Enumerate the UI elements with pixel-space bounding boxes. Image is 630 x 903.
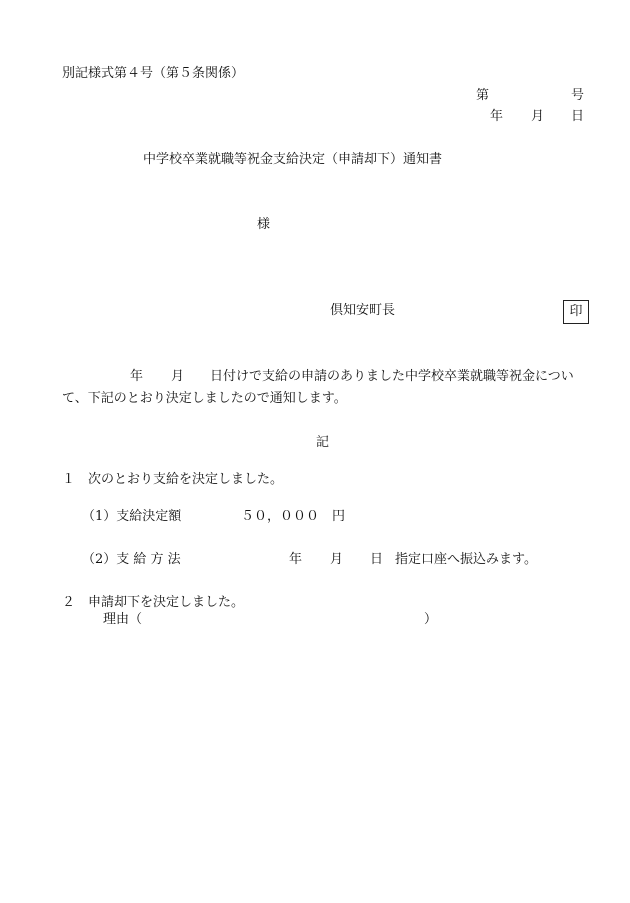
item1-heading: １ 次のとおり支給を決定しました。 bbox=[62, 472, 284, 487]
seal-box bbox=[563, 300, 589, 324]
reason-close: ） bbox=[424, 612, 438, 627]
issuer-name: 倶知安町長 bbox=[330, 303, 396, 318]
amount-label: （1）支給決定額 bbox=[82, 509, 182, 524]
doc-number-suffix: 号 bbox=[571, 88, 585, 103]
seal-label: 印 bbox=[569, 304, 583, 319]
doc-number-prefix: 第 bbox=[476, 88, 490, 103]
date-day: 日 bbox=[571, 109, 585, 124]
method-text: 指定口座へ振込みます。 bbox=[395, 552, 537, 567]
method-year: 年 bbox=[289, 552, 303, 567]
item2-heading: ２ 申請却下を決定しました。 bbox=[62, 595, 245, 610]
body-year: 年 bbox=[130, 369, 144, 384]
ki-heading: 記 bbox=[316, 435, 330, 450]
document-title: 中学校卒業就職等祝金支給決定（申請却下）通知書 bbox=[143, 152, 443, 167]
body-line2: て、下記のとおり決定しましたので通知します。 bbox=[62, 391, 347, 406]
amount-value: ５０，０００ 円 bbox=[241, 509, 346, 524]
date-year: 年 bbox=[490, 109, 504, 124]
method-month: 月 bbox=[330, 552, 344, 567]
reason-label: 理由（ bbox=[103, 612, 143, 627]
method-day: 日 bbox=[370, 552, 384, 567]
body-line1: 日付けで支給の申請のありました中学校卒業就職等祝金につい bbox=[210, 369, 574, 384]
date-month: 月 bbox=[531, 109, 545, 124]
body-month: 月 bbox=[171, 369, 185, 384]
method-label: （2）支 給 方 法 bbox=[82, 552, 181, 567]
recipient-suffix: 様 bbox=[257, 217, 271, 232]
form-label: 別記様式第４号（第５条関係） bbox=[62, 66, 245, 81]
